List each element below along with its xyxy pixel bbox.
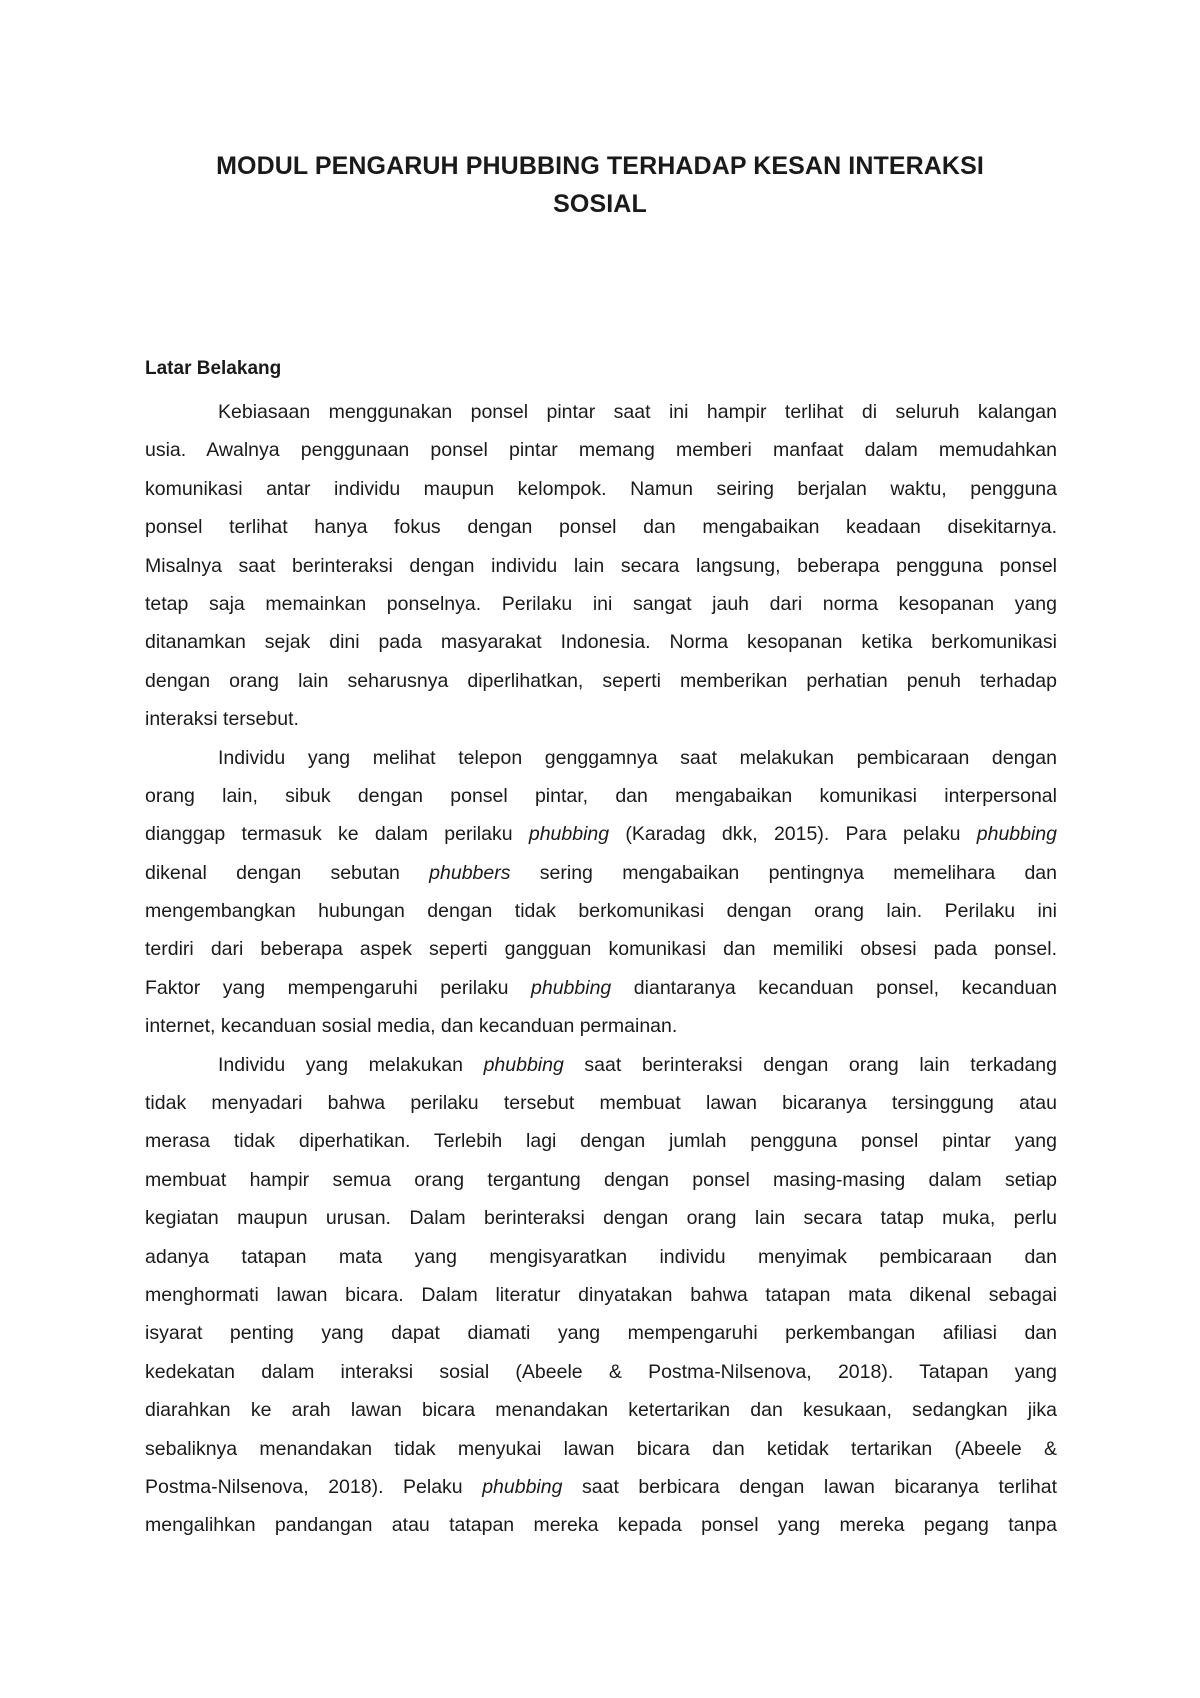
text-line xyxy=(145,1430,1057,1468)
text-run: interaksi tersebut. xyxy=(145,708,299,731)
text-line xyxy=(145,585,1057,623)
text-run: kegiatan maupun urusan. Dalam berinteraksi dengan orang lain secara tatap muka, perlu xyxy=(145,1207,1057,1230)
italic-term: phubbing xyxy=(482,1475,563,1498)
text-run: Individu yang melakukan xyxy=(218,1053,484,1076)
text-line xyxy=(145,892,1057,930)
text-line xyxy=(145,739,1057,777)
italic-term: phubbers xyxy=(429,861,511,884)
text-line xyxy=(145,1391,1057,1429)
text-run: merasa tidak diperhatikan. Terlebih lagi dengan jumlah pengguna ponsel pintar yang xyxy=(145,1130,1057,1153)
text-run: isyarat penting yang dapat diamati yang mempengaruhi perkembangan afiliasi dan xyxy=(145,1322,1057,1345)
text-run: orang lain, sibuk dengan ponsel pintar, dan mengabaikan komunikasi interpersonal xyxy=(145,784,1057,807)
text-run: saat berinteraksi dengan orang lain terkadang xyxy=(563,1053,1058,1076)
text-run: saat berbicara dengan lawan bicaranya terlihat xyxy=(562,1475,1057,1498)
text-line xyxy=(145,662,1057,700)
text-run: usia. Awalnya penggunaan ponsel pintar memang memberi manfaat dalam memudahkan xyxy=(145,439,1057,462)
text-run: kedekatan dalam interaksi sosial (Abeele & Postma-Nilsenova, 2018). Tatapan yang xyxy=(145,1360,1057,1383)
text-run: tidak menyadari bahwa perilaku tersebut membuat lawan bicaranya tersinggung atau xyxy=(145,1092,1057,1115)
text-run: Individu yang melihat telepon genggamnya saat melakukan pembicaraan dengan xyxy=(218,746,1057,769)
text-line xyxy=(145,547,1057,585)
text-run: menghormati lawan bicara. Dalam literatur dinyatakan bahwa tatapan mata dikenal sebagai xyxy=(145,1283,1057,1306)
text-run: Kebiasaan menggunakan ponsel pintar saat ini hampir terlihat di seluruh kalangan xyxy=(218,401,1057,423)
text-line xyxy=(145,969,1057,1007)
text-line xyxy=(145,1238,1057,1276)
text-run: tetap saja memainkan ponselnya. Perilaku ini sangat jauh dari norma kesopanan yang xyxy=(145,592,1057,615)
italic-term: phubbing xyxy=(483,1053,564,1076)
text-run: mengembangkan hubungan dengan tidak berkomunikasi dengan orang lain. Perilaku ini xyxy=(145,900,1057,923)
text-run: sebaliknya menandakan tidak menyukai lawan bicara dan ketidak tertarikan (Abeele & xyxy=(145,1437,1057,1460)
text-line xyxy=(145,508,1057,546)
text-run: ponsel terlihat hanya fokus dengan ponsel dan mengabaikan keadaan disekitarnya. xyxy=(145,516,1057,539)
text-line xyxy=(145,623,1057,661)
body-text xyxy=(145,393,1057,1545)
text-line xyxy=(145,1007,1057,1045)
text-line xyxy=(145,1161,1057,1199)
text-run: Misalnya saat berinteraksi dengan individu lain secara langsung, beberapa pengguna ponsel xyxy=(145,554,1057,577)
text-run: Faktor yang mempengaruhi perilaku xyxy=(145,976,532,999)
text-run: ditanamkan sejak dini pada masyarakat Indonesia. Norma kesopanan ketika berkomunikasi xyxy=(145,631,1057,654)
text-run: diantaranya kecanduan ponsel, kecanduan xyxy=(611,976,1057,999)
text-line xyxy=(145,1199,1057,1237)
text-line xyxy=(145,815,1057,853)
text-run: diarahkan ke arah lawan bicara menandakan ketertarikan dan kesukaan, sedangkan jika xyxy=(145,1399,1057,1422)
text-line xyxy=(145,777,1057,815)
text-run: komunikasi antar individu maupun kelompok. Namun seiring berjalan waktu, pengguna xyxy=(145,477,1057,500)
text-line xyxy=(145,1506,1057,1544)
italic-term: phubbing xyxy=(976,823,1057,846)
text-line xyxy=(145,1314,1057,1352)
text-line xyxy=(145,1276,1057,1314)
text-line xyxy=(145,431,1057,469)
section-heading: Latar Belakang xyxy=(145,358,282,379)
text-line xyxy=(145,393,1057,431)
title-line-1: MODUL PENGARUH PHUBBING TERHADAP KESAN INTERAKSI xyxy=(216,152,984,180)
text-run: Postma-Nilsenova, 2018). Pelaku xyxy=(145,1475,483,1498)
text-line xyxy=(145,930,1057,968)
text-run: adanya tatapan mata yang mengisyaratkan individu menyimak pembicaraan dan xyxy=(145,1245,1057,1268)
text-run: dikenal dengan sebutan xyxy=(145,861,430,884)
italic-term: phubbing xyxy=(528,823,610,846)
italic-term: phubbing xyxy=(531,976,612,999)
title-line-2: SOSIAL xyxy=(553,190,647,219)
text-run: internet, kecanduan sosial media, dan kecanduan permainan. xyxy=(145,1015,678,1038)
text-line xyxy=(145,1353,1057,1391)
text-line xyxy=(145,1468,1057,1506)
text-line xyxy=(145,1046,1057,1084)
text-run: membuat hampir semua orang tergantung dengan ponsel masing-masing dalam setiap xyxy=(145,1168,1057,1191)
text-line xyxy=(145,1122,1057,1160)
text-run: mengalihkan pandangan atau tatapan mereka kepada ponsel yang mereka pegang tanpa xyxy=(145,1514,1057,1537)
document-title xyxy=(140,138,1060,219)
text-run: dengan orang lain seharusnya diperlihatkan, seperti memberikan perhatian penuh terhadap xyxy=(145,669,1057,692)
text-run: dianggap termasuk ke dalam perilaku xyxy=(145,823,529,846)
text-run: sering mengabaikan pentingnya memelihara dan xyxy=(510,861,1057,884)
text-line xyxy=(145,1084,1057,1122)
text-line xyxy=(145,854,1057,892)
text-run: (Karadag dkk, 2015). Para pelaku xyxy=(609,823,977,846)
text-run: terdiri dari beberapa aspek seperti gangguan komunikasi dan memiliki obsesi pada ponsel. xyxy=(145,938,1057,961)
text-line xyxy=(145,470,1057,508)
text-line xyxy=(145,700,1057,738)
